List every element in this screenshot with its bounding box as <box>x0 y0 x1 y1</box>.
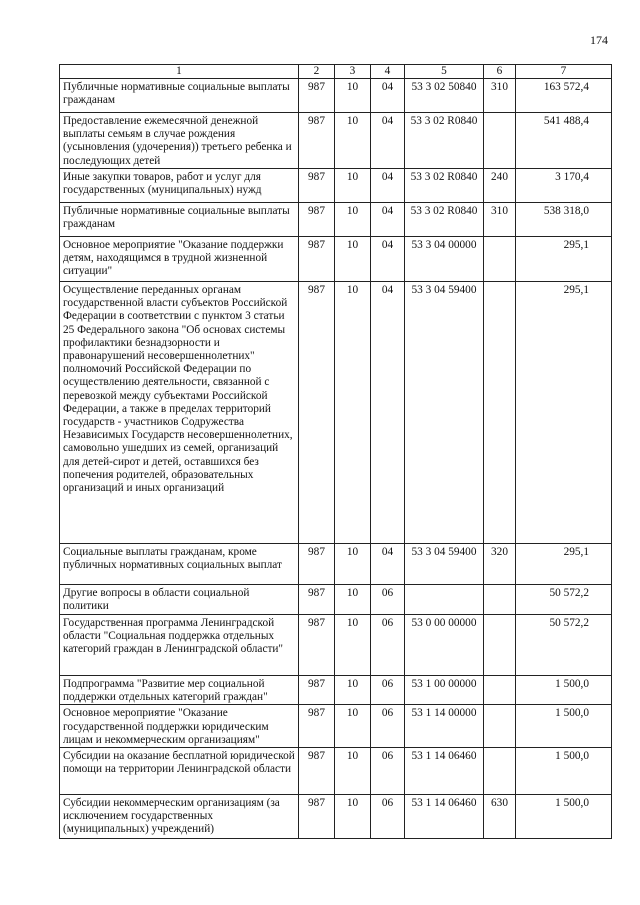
cell-section: 10 <box>335 795 371 839</box>
cell-admin: 987 <box>299 169 335 203</box>
cell-name: Основное мероприятие "Оказание государственной поддержки юридическим лицам и некоммерческим организациям" <box>60 705 299 748</box>
cell-amount: 1 500,0 <box>516 676 612 705</box>
cell-vr: 240 <box>484 169 516 203</box>
cell-admin: 987 <box>299 748 335 795</box>
cell-amount: 1 500,0 <box>516 748 612 795</box>
cell-amount: 295,1 <box>516 544 612 585</box>
cell-subsection: 06 <box>371 748 405 795</box>
cell-amount: 295,1 <box>516 282 612 544</box>
cell-amount: 3 170,4 <box>516 169 612 203</box>
cell-admin: 987 <box>299 795 335 839</box>
cell-admin: 987 <box>299 585 335 615</box>
cell-target <box>405 585 484 615</box>
cell-name: Подпрограмма "Развитие мер социальной поддержки отдельных категорий граждан" <box>60 676 299 705</box>
budget-table <box>59 64 612 839</box>
cell-subsection: 04 <box>371 203 405 237</box>
cell-amount: 295,1 <box>516 237 612 282</box>
cell-admin: 987 <box>299 615 335 676</box>
table-row <box>60 113 612 169</box>
cell-vr <box>484 585 516 615</box>
cell-section: 10 <box>335 237 371 282</box>
col-header-admin: 2 <box>299 65 335 79</box>
cell-target: 53 1 00 00000 <box>405 676 484 705</box>
cell-name: Другие вопросы в области социальной политики <box>60 585 299 615</box>
page-number: 174 <box>590 33 608 47</box>
cell-target: 53 3 04 59400 <box>405 544 484 585</box>
table-row <box>60 585 612 615</box>
cell-section: 10 <box>335 748 371 795</box>
cell-vr <box>484 282 516 544</box>
cell-admin: 987 <box>299 203 335 237</box>
table-row <box>60 748 612 795</box>
cell-vr: 320 <box>484 544 516 585</box>
cell-name: Государственная программа Ленинградской области "Социальная поддержка отдельных категорий граждан в Ленинградской области" <box>60 615 299 676</box>
header-row <box>60 65 612 79</box>
cell-name: Публичные нормативные социальные выплаты гражданам <box>60 79 299 113</box>
table-row <box>60 544 612 585</box>
table-row <box>60 795 612 839</box>
cell-vr <box>484 615 516 676</box>
cell-admin: 987 <box>299 544 335 585</box>
cell-subsection: 06 <box>371 676 405 705</box>
cell-amount: 50 572,2 <box>516 615 612 676</box>
cell-subsection: 04 <box>371 169 405 203</box>
cell-target: 53 0 00 00000 <box>405 615 484 676</box>
cell-amount: 1 500,0 <box>516 795 612 839</box>
cell-subsection: 04 <box>371 237 405 282</box>
cell-target: 53 3 04 59400 <box>405 282 484 544</box>
cell-admin: 987 <box>299 705 335 748</box>
cell-name: Осуществление переданных органам государственной власти субъектов Российской Федерации в соответствии с пунктом 3 статьи 25 Федерального закона "Об основах системы профилактики безнадзорности и правонарушений несовершеннолетних" полномочий Российской Федерации по осуществлению деятельности, связанной с перевозкой между субъектами Российской Федерации, а также в пределах территорий государств - участников Содружества Независимых Государств несовершеннолетних, самовольно ушедших из семей, организаций для детей-сирот и детей, оставшихся без попечения родителей, образовательных организаций и иных организаций <box>60 282 299 544</box>
cell-subsection: 04 <box>371 282 405 544</box>
cell-amount: 541 488,4 <box>516 113 612 169</box>
cell-vr <box>484 237 516 282</box>
cell-section: 10 <box>335 79 371 113</box>
cell-section: 10 <box>335 544 371 585</box>
cell-vr: 310 <box>484 79 516 113</box>
cell-name: Субсидии на оказание бесплатной юридической помощи на территории Ленинградской области <box>60 748 299 795</box>
cell-target: 53 3 02 R0840 <box>405 203 484 237</box>
table-row <box>60 237 612 282</box>
cell-section: 10 <box>335 615 371 676</box>
col-header-amount: 7 <box>516 65 612 79</box>
cell-section: 10 <box>335 705 371 748</box>
cell-section: 10 <box>335 585 371 615</box>
cell-subsection: 06 <box>371 795 405 839</box>
table-row <box>60 169 612 203</box>
table-row <box>60 705 612 748</box>
cell-target: 53 3 02 50840 <box>405 79 484 113</box>
cell-amount: 163 572,4 <box>516 79 612 113</box>
col-header-subsection: 4 <box>371 65 405 79</box>
cell-subsection: 06 <box>371 615 405 676</box>
cell-subsection: 04 <box>371 544 405 585</box>
col-header-vr: 6 <box>484 65 516 79</box>
cell-vr: 630 <box>484 795 516 839</box>
cell-target: 53 3 02 R0840 <box>405 113 484 169</box>
cell-section: 10 <box>335 203 371 237</box>
cell-admin: 987 <box>299 113 335 169</box>
table-row <box>60 615 612 676</box>
cell-admin: 987 <box>299 676 335 705</box>
cell-vr <box>484 705 516 748</box>
cell-name: Субсидии некоммерческим организациям (за исключением государственных (муниципальных) учреждений) <box>60 795 299 839</box>
cell-amount: 1 500,0 <box>516 705 612 748</box>
cell-subsection: 04 <box>371 79 405 113</box>
table-row <box>60 282 612 544</box>
cell-amount: 538 318,0 <box>516 203 612 237</box>
cell-admin: 987 <box>299 282 335 544</box>
table-row <box>60 676 612 705</box>
cell-target: 53 1 14 00000 <box>405 705 484 748</box>
cell-vr <box>484 748 516 795</box>
cell-admin: 987 <box>299 79 335 113</box>
cell-section: 10 <box>335 676 371 705</box>
col-header-section: 3 <box>335 65 371 79</box>
cell-vr <box>484 113 516 169</box>
cell-subsection: 06 <box>371 585 405 615</box>
cell-target: 53 3 04 00000 <box>405 237 484 282</box>
cell-name: Публичные нормативные социальные выплаты гражданам <box>60 203 299 237</box>
cell-target: 53 1 14 06460 <box>405 748 484 795</box>
cell-subsection: 04 <box>371 113 405 169</box>
cell-amount: 50 572,2 <box>516 585 612 615</box>
table-row <box>60 203 612 237</box>
cell-name: Предоставление ежемесячной денежной выплаты семьям в случае рождения (усыновления (удочерения)) третьего ребенка и последующих детей <box>60 113 299 169</box>
cell-name: Основное мероприятие "Оказание поддержки детям, находящимся в трудной жизненной ситуации" <box>60 237 299 282</box>
cell-subsection: 06 <box>371 705 405 748</box>
cell-vr: 310 <box>484 203 516 237</box>
cell-section: 10 <box>335 113 371 169</box>
cell-admin: 987 <box>299 237 335 282</box>
cell-vr <box>484 676 516 705</box>
col-header-name: 1 <box>60 65 299 79</box>
cell-name: Иные закупки товаров, работ и услуг для государственных (муниципальных) нужд <box>60 169 299 203</box>
col-header-target: 5 <box>405 65 484 79</box>
cell-section: 10 <box>335 169 371 203</box>
cell-target: 53 3 02 R0840 <box>405 169 484 203</box>
cell-target: 53 1 14 06460 <box>405 795 484 839</box>
table-row <box>60 79 612 113</box>
cell-section: 10 <box>335 282 371 544</box>
cell-name: Социальные выплаты гражданам, кроме публичных нормативных социальных выплат <box>60 544 299 585</box>
